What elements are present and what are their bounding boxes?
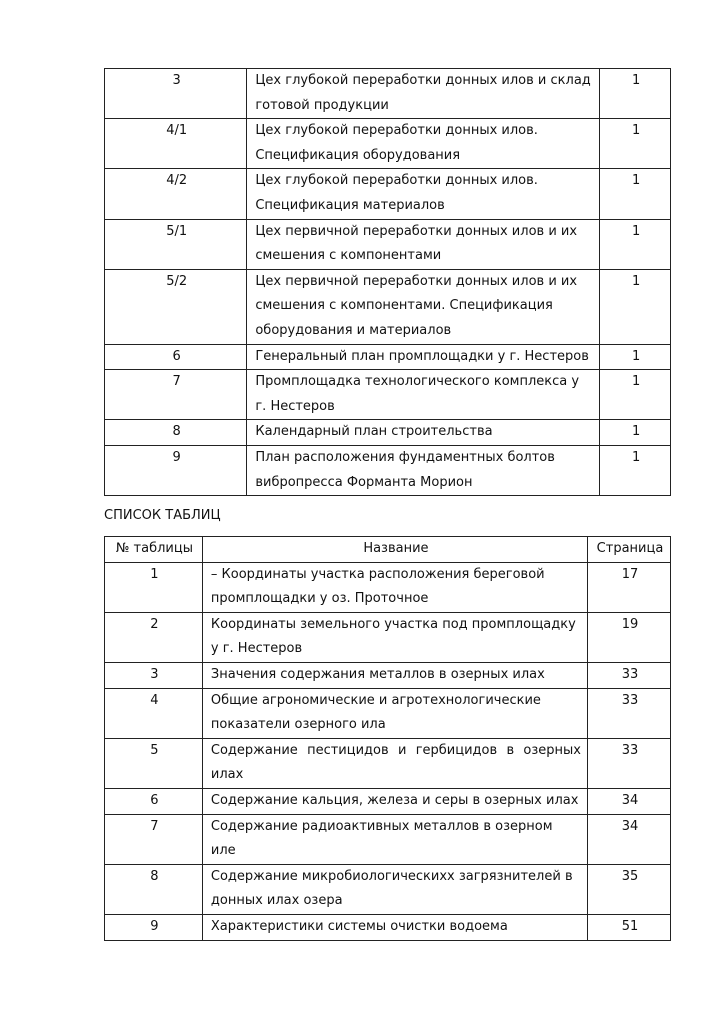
table-row — [105, 344, 671, 370]
table-page: 34 — [587, 788, 670, 814]
table-page: 51 — [587, 914, 670, 940]
drawing-number: 6 — [105, 344, 247, 370]
table-name: Общие агрономические и агротехнологические показатели озерного ила — [202, 688, 587, 738]
table-row — [105, 688, 671, 738]
table-number: 8 — [105, 864, 203, 914]
table-row — [105, 788, 671, 814]
drawing-number: 7 — [105, 370, 247, 420]
table-number: 6 — [105, 788, 203, 814]
table-number: 5 — [105, 738, 203, 788]
table-number: 4 — [105, 688, 203, 738]
drawing-title: Цех первичной переработки донных илов и их смешения с компонентами. Спецификация оборудования и материалов — [247, 269, 600, 344]
table-row — [105, 420, 671, 446]
table-number: 3 — [105, 662, 203, 688]
table-name: Характеристики системы очистки водоема — [202, 914, 587, 940]
drawing-number: 3 — [105, 69, 247, 119]
table-page: 35 — [587, 864, 670, 914]
table-page: 33 — [587, 738, 670, 788]
drawing-sheets: 1 — [600, 420, 671, 446]
drawing-sheets: 1 — [600, 169, 671, 219]
table-row — [105, 864, 671, 914]
table-row — [105, 814, 671, 864]
drawing-title: План расположения фундаментных болтов вибропресса Форманта Морион — [247, 445, 600, 495]
table-row — [105, 738, 671, 788]
table-page: 17 — [587, 562, 670, 612]
table-row — [105, 269, 671, 344]
drawing-number: 4/2 — [105, 169, 247, 219]
table-number: 9 — [105, 914, 203, 940]
table-row — [105, 219, 671, 269]
drawing-title: Цех глубокой переработки донных илов. Спецификация оборудования — [247, 119, 600, 169]
table-row — [105, 445, 671, 495]
drawing-title: Генеральный план промплощадки у г. Нестеров — [247, 344, 600, 370]
table-row — [105, 562, 671, 612]
column-header-name: Название — [202, 537, 587, 563]
table-header-row — [105, 537, 671, 563]
table-name: Содержание микробиологическихх загрязнителей в донных илах озера — [202, 864, 587, 914]
table-row — [105, 662, 671, 688]
table-page: 34 — [587, 814, 670, 864]
table-number: 1 — [105, 562, 203, 612]
drawing-title: Цех первичной переработки донных илов и их смешения с компонентами — [247, 219, 600, 269]
drawing-title: Цех глубокой переработки донных илов и склад готовой продукции — [247, 69, 600, 119]
drawing-sheets: 1 — [600, 219, 671, 269]
drawing-title: Календарный план строительства — [247, 420, 600, 446]
table-name: Значения содержания металлов в озерных илах — [202, 662, 587, 688]
drawing-number: 5/1 — [105, 219, 247, 269]
drawing-sheets: 1 — [600, 269, 671, 344]
table-name: Содержание пестицидов и гербицидов в озерных илах — [202, 738, 587, 788]
table-row — [105, 914, 671, 940]
table-number: 7 — [105, 814, 203, 864]
drawing-number: 5/2 — [105, 269, 247, 344]
drawings-table — [104, 68, 671, 496]
drawing-title: Цех глубокой переработки донных илов. Спецификация материалов — [247, 169, 600, 219]
section-heading: СПИСОК ТАБЛИЦ — [104, 508, 221, 523]
drawing-sheets: 1 — [600, 344, 671, 370]
drawing-number: 9 — [105, 445, 247, 495]
drawing-sheets: 1 — [600, 69, 671, 119]
table-name: Содержание радиоактивных металлов в озерном иле — [202, 814, 587, 864]
table-row — [105, 612, 671, 662]
drawing-title: Промплощадка технологического комплекса у г. Нестеров — [247, 370, 600, 420]
column-header-number: № таблицы — [105, 537, 203, 563]
table-number: 2 — [105, 612, 203, 662]
drawing-sheets: 1 — [600, 370, 671, 420]
column-header-page: Страница — [587, 537, 670, 563]
table-page: 33 — [587, 662, 670, 688]
table-name: Содержание кальция, железа и серы в озерных илах — [202, 788, 587, 814]
table-row — [105, 69, 671, 119]
table-row — [105, 370, 671, 420]
tables-list-table — [104, 536, 671, 941]
table-row — [105, 119, 671, 169]
table-name: – Координаты участка расположения береговой промплощадки у оз. Проточное — [202, 562, 587, 612]
drawing-sheets: 1 — [600, 119, 671, 169]
table-row — [105, 169, 671, 219]
table-name: Координаты земельного участка под промплощадку у г. Нестеров — [202, 612, 587, 662]
drawing-number: 4/1 — [105, 119, 247, 169]
drawing-sheets: 1 — [600, 445, 671, 495]
drawing-number: 8 — [105, 420, 247, 446]
table-page: 19 — [587, 612, 670, 662]
table-page: 33 — [587, 688, 670, 738]
